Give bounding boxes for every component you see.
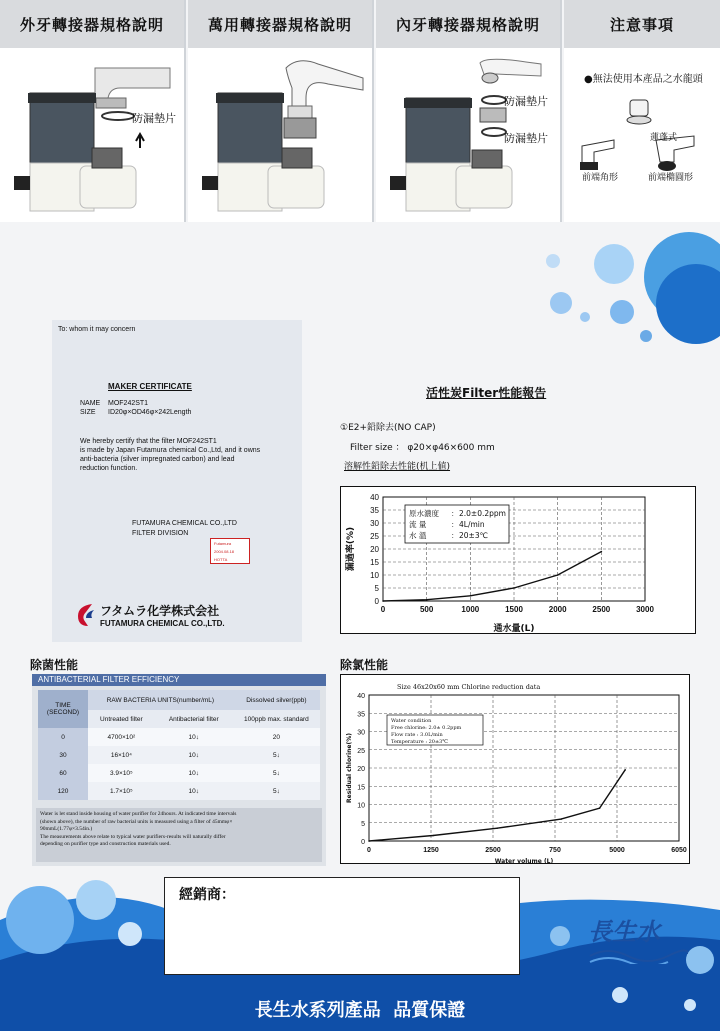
legend-line: Temperature : 20±3℃ — [391, 739, 448, 745]
cert-size-value: ID20φ×OD46φ×242Length — [108, 409, 192, 416]
legend-sep: ： — [451, 520, 459, 529]
antibacterial-section-label: 除菌性能 — [30, 658, 79, 672]
x-axis-label: Water volume (L) — [494, 858, 554, 865]
faucet-filter-illustration — [188, 48, 374, 222]
cert-body-line: anti-bacteria (silver impregnated carbon) and lead — [80, 456, 235, 463]
note-line: depending on purifier type and construction materials used. — [40, 841, 171, 848]
cert-company: FUTAMURA CHEMICAL CO.,LTD — [132, 520, 237, 527]
table-cell: 1.7×10⁵ — [109, 787, 133, 795]
y-tick-label: 25 — [357, 747, 365, 755]
gasket-label-top: 防漏墊片 — [504, 95, 548, 108]
brand-logo — [580, 906, 696, 966]
x-tick-label: 2500 — [485, 847, 501, 854]
y-tick-label: 35 — [370, 506, 379, 515]
brand-mark-text: 長生水 — [588, 917, 660, 946]
y-tick-label: 40 — [370, 493, 379, 502]
table-cell: 16×10⁴ — [110, 751, 132, 759]
table-cell: 0 — [38, 728, 88, 746]
y-tick-label: 15 — [357, 784, 365, 792]
x-tick-label: 3000 — [636, 605, 654, 614]
carbon-report-item: ①E2+鉛除去(NO CAP) — [340, 423, 436, 433]
y-tick-label: 20 — [357, 766, 365, 773]
y-tick-label: 35 — [357, 711, 365, 719]
data-point — [601, 551, 603, 553]
note-line: (shown above), the number of raw bacterial units is measured using a filter of 45mmφ× — [40, 818, 233, 825]
x-tick-label: 500 — [419, 605, 434, 614]
data-point — [382, 600, 384, 602]
y-tick-label: 10 — [357, 802, 365, 810]
panel-title: 注意事項 — [609, 16, 674, 34]
data-point — [470, 595, 472, 597]
cert-heading: MAKER CERTIFICATE — [108, 382, 192, 391]
note-line: The measurements above relate to typical water purifiers-results will naturally differ — [40, 833, 226, 840]
panel-notes — [564, 0, 720, 222]
legend-key: 水 溫 — [409, 531, 427, 540]
panel-title: 內牙轉接器規格說明 — [395, 16, 540, 34]
decor-bubble — [640, 330, 652, 342]
cert-name-label: NAME — [80, 400, 101, 407]
stamp-line: Futamura — [214, 541, 232, 546]
data-point — [432, 835, 434, 837]
gasket-label-bottom: 防漏墊片 — [504, 132, 548, 145]
table-cell: 5↓ — [272, 769, 280, 777]
panel-universal-adapter — [188, 0, 374, 222]
table-cell: 4700×10² — [107, 733, 136, 741]
legend-key: 原水濃度 — [409, 509, 439, 518]
table-cell: 120 — [38, 782, 88, 800]
cert-name-value: MOF242ST1 — [108, 400, 149, 407]
x-tick-label: 1000 — [461, 605, 480, 614]
data-point — [368, 840, 370, 842]
note-line: Water is let stand inside housing of water purifier for 24hours. At indicated time intervals — [40, 811, 237, 817]
note-line: 90mmL(1.77φ×3.54in.) — [40, 826, 93, 833]
y-tick-label: 5 — [374, 584, 379, 593]
legend-value: 20±3℃ — [459, 531, 489, 540]
maker-certificate — [52, 320, 302, 642]
antibacterial-table — [38, 690, 320, 800]
footer-slogan: 長生水系列產品 品質保證 — [254, 1000, 466, 1021]
table-cell: 10↓ — [188, 787, 199, 795]
data-point — [513, 587, 515, 589]
y-tick-label: 0 — [361, 839, 365, 846]
decor-bubble — [656, 264, 720, 344]
chart-title: Size 46x20x60 mm Chlorine reduction data — [397, 683, 541, 691]
label-angled-tip: 前端角形 — [582, 173, 619, 183]
antibacterial-note — [36, 808, 322, 862]
data-point — [624, 769, 626, 771]
table-cell: 3.9×10⁵ — [109, 769, 133, 777]
carbon-report-title: 活性炭Filter性能報告 — [426, 386, 547, 400]
y-axis-label: Residual chlorine(%) — [346, 733, 353, 803]
data-point — [426, 599, 428, 601]
label-shower-type: 蓮蓬式 — [650, 133, 678, 143]
cert-division: FILTER DIVISION — [132, 530, 189, 537]
stamp-line: 2004.08.18 — [214, 549, 235, 554]
table-cell: 10↓ — [188, 733, 199, 741]
cert-recipient: To: whom it may concern — [58, 326, 136, 333]
chlorine-section-label: 除氯性能 — [340, 658, 389, 672]
dealer-label: 經銷商： — [179, 887, 235, 903]
futamura-logo-icon — [74, 602, 96, 628]
gasket-label: 防漏墊片 — [132, 112, 176, 125]
cert-stamp — [210, 538, 250, 564]
chlorine-chart — [341, 675, 691, 865]
x-tick-label: 5000 — [609, 847, 625, 854]
col-raw: RAW BACTERIA UNITS(number/mL) — [88, 690, 233, 710]
cert-size-label: SIZE — [80, 409, 96, 416]
lead-removal-chart-frame — [340, 486, 696, 634]
table-row — [38, 746, 320, 764]
y-tick-label: 10 — [370, 571, 379, 580]
col-antibacterial: Antibacterial filter — [155, 710, 233, 728]
x-tick-label: 2000 — [548, 605, 567, 614]
table-cell: 10↓ — [188, 769, 199, 777]
y-axis-label: 漏過率(%) — [346, 526, 356, 572]
chlorine-chart-frame — [340, 674, 690, 864]
cert-body-line: is made by Japan Futamura chemical Co.,Ltd, and it owns — [80, 447, 261, 454]
table-row — [38, 728, 320, 746]
table-cell: 10↓ — [188, 751, 199, 759]
y-tick-label: 20 — [370, 545, 379, 554]
lead-removal-chart — [341, 487, 697, 635]
carbon-report-filter-size: Filter size ： φ20×φ46×600 mm — [350, 443, 495, 453]
decor-bubble — [546, 254, 560, 268]
cert-body-line: reduction function. — [80, 465, 138, 472]
legend-line: Water condition — [391, 718, 432, 724]
antibacterial-panel — [32, 674, 326, 866]
x-tick-label: 750 — [549, 847, 561, 854]
dealer-box — [164, 877, 520, 975]
data-point — [496, 827, 498, 829]
data-point — [560, 818, 562, 820]
legend-line: Free chlorine: 2.0± 0.2ppm — [391, 725, 462, 731]
label-oval-tip: 前端橢圓形 — [648, 173, 694, 183]
x-tick-label: 1500 — [505, 605, 523, 614]
legend-value: 4L/min — [459, 520, 485, 529]
y-tick-label: 5 — [361, 820, 365, 828]
legend-key: 流 量 — [409, 520, 427, 529]
x-tick-label: 1250 — [423, 847, 439, 854]
table-cell: 60 — [38, 764, 88, 782]
col-time: TIME (SECOND) — [38, 690, 88, 728]
legend-line: Flow rate : 3.0L/min — [391, 732, 443, 738]
x-tick-label: 0 — [367, 847, 371, 854]
col-untreated: Untreated filter — [88, 710, 155, 728]
carbon-report-subtitle: 溶解性鉛除去性能(机上値) — [344, 462, 451, 472]
cert-body-line: We hereby certify that the filter MOF242ST1 — [80, 438, 217, 445]
stamp-line: HOTTA — [214, 557, 228, 562]
note-unusable-faucets: ●無法使用本產品之水龍頭 — [584, 74, 703, 85]
data-point — [599, 807, 601, 809]
decor-bubble — [580, 312, 590, 322]
panel-title: 萬用轉接器規格說明 — [207, 16, 352, 34]
legend-value: 2.0±0.2ppm — [459, 509, 506, 518]
antibacterial-header: ANTIBACTERIAL FILTER EFFICIENCY — [32, 674, 326, 686]
data-point — [557, 574, 559, 576]
logo-japanese: フタムラ化学株式会社 — [100, 604, 220, 618]
decor-bubble — [594, 244, 634, 284]
y-tick-label: 0 — [374, 597, 379, 606]
panel-female-adapter — [376, 0, 562, 222]
panel-title: 外牙轉接器規格說明 — [19, 16, 164, 34]
faucet-filter-illustration — [0, 48, 186, 222]
decor-bubble — [610, 300, 634, 324]
col-silver-sub: 100ppb max. standard — [233, 710, 320, 728]
table-row — [38, 782, 320, 800]
table-cell: 5↓ — [272, 751, 280, 759]
legend-sep: ： — [451, 531, 459, 540]
x-tick-label: 0 — [380, 605, 386, 614]
table-cell: 5↓ — [272, 787, 280, 795]
x-axis-label: 通水量(L) — [493, 624, 535, 634]
table-row — [38, 764, 320, 782]
logo-english: FUTAMURA CHEMICAL CO.,LTD. — [100, 619, 225, 628]
x-tick-label: 2500 — [592, 605, 611, 614]
y-tick-label: 30 — [370, 519, 379, 528]
x-tick-label: 6050 — [671, 847, 687, 854]
y-tick-label: 30 — [357, 729, 365, 737]
decor-bubble — [550, 292, 572, 314]
legend-sep: ： — [451, 509, 459, 518]
wave-icon — [588, 946, 688, 964]
panel-male-adapter — [0, 0, 186, 222]
y-tick-label: 15 — [370, 558, 379, 567]
col-silver: Dissolved silver(ppb) — [233, 690, 320, 710]
table-cell: 30 — [38, 746, 88, 764]
table-cell: 20 — [272, 733, 280, 741]
y-tick-label: 40 — [357, 693, 365, 700]
y-tick-label: 25 — [370, 532, 379, 541]
